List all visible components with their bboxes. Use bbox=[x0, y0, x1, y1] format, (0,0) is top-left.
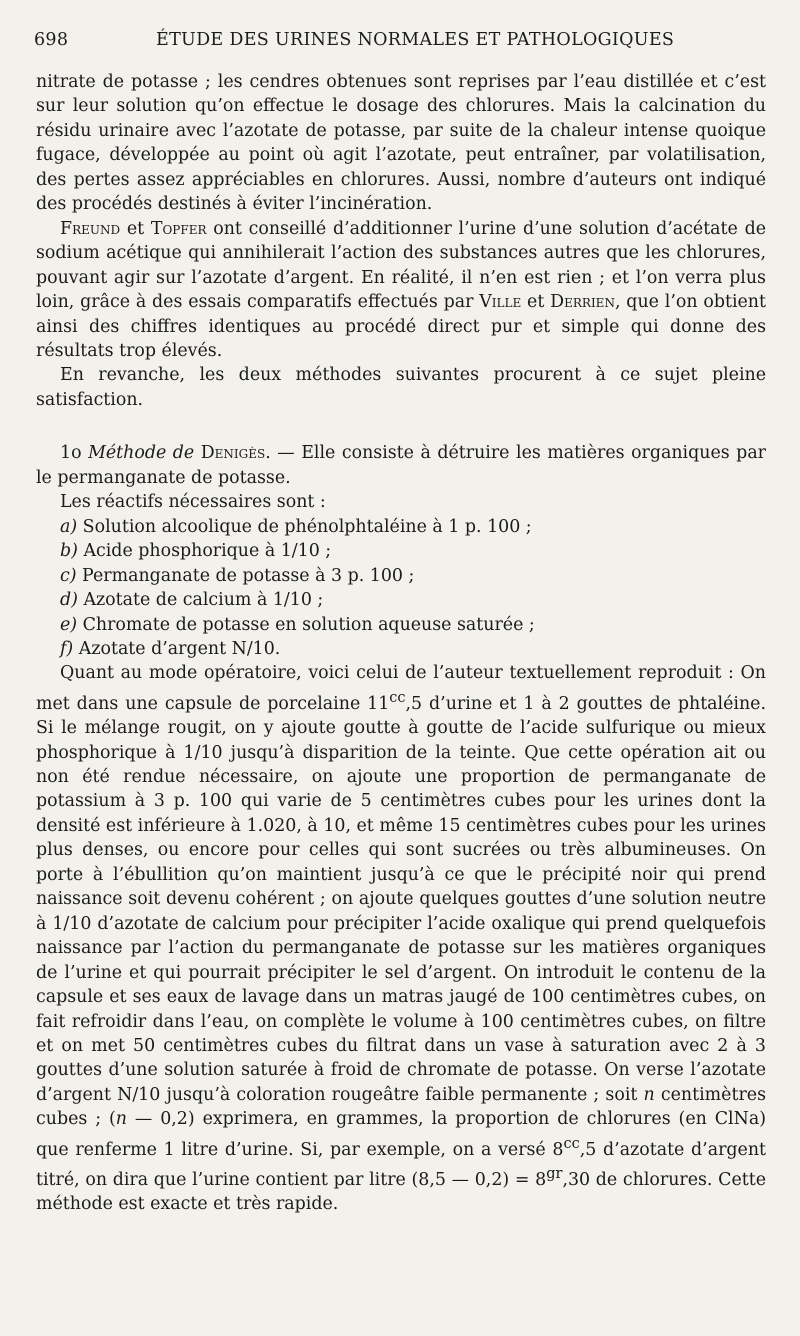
spacer bbox=[36, 412, 766, 441]
paragraph-freund-topfer bbox=[36, 217, 766, 364]
list-text: Permanganate de potasse à 3 p. 100 ; bbox=[76, 565, 415, 586]
author-name: Freund bbox=[60, 218, 121, 239]
unit-superscript: gr bbox=[546, 1166, 563, 1183]
list-item bbox=[60, 613, 766, 637]
method-label: Méthode de bbox=[88, 443, 201, 464]
page-body bbox=[36, 70, 766, 1217]
list-text: Acide phosphorique à 1/10 ; bbox=[77, 541, 332, 562]
list-letter: f) bbox=[60, 638, 74, 659]
text-fragment: — 0,2) exprimera, en grammes, la proportion de chlorures (en ClNa) que renferme 1 litre d’urine. Si, par exemple, on a versé 8 bbox=[36, 1109, 766, 1160]
author-name: Ville bbox=[479, 292, 522, 313]
list-item bbox=[60, 539, 766, 563]
list-item bbox=[60, 564, 766, 588]
section-number: 1o bbox=[60, 443, 89, 464]
text-fragment: , que l’on obtient ainsi des chiffres identiques au procédé direct pur et simple qui donne des résultats trop élevés. bbox=[36, 292, 766, 361]
list-letter: d) bbox=[60, 590, 78, 611]
variable-n: n bbox=[115, 1109, 127, 1130]
text-fragment: ,5 d’azotate d’argent titré, on dira que l’urine contient par litre (8,5 — 0,2) = 8 bbox=[36, 1139, 767, 1190]
list-item bbox=[60, 637, 766, 661]
author-name: Denigès bbox=[200, 443, 266, 464]
text-fragment: et bbox=[521, 292, 551, 313]
text-fragment: centimètres cubes ; ( bbox=[36, 1084, 766, 1130]
text-fragment: ont conseillé d’additionner l’urine d’une solution d’acétate de sodium acétique qui annihilerait l’action des substances autres que les chlorures, pouvant agir sur l’azotate d’argent. En réalité, il n’en est rien ; et l’on verra plus loin, grâce à des essais comparatifs effectués par bbox=[36, 218, 766, 313]
reagent-list bbox=[36, 515, 766, 662]
page-number: 698 bbox=[34, 30, 69, 50]
list-item bbox=[60, 515, 766, 539]
author-name: Topfer bbox=[150, 218, 207, 239]
list-text: Chromate de potasse en solution aqueuse saturée ; bbox=[77, 614, 535, 635]
list-text: Azotate d’argent N/10. bbox=[73, 638, 281, 659]
unit-superscript: cc bbox=[389, 689, 406, 706]
text-fragment: ,5 d’urine et 1 à 2 gouttes de phtaléine. Si le mélange rougit, on y ajoute goutte à goutte de l’acide sulfurique ou mieux phosphorique à 1/10 jusqu’à disparition de la teinte. Que cette opération ait ou non été rendue nécessaire, on ajoute une proportion de permanganate de potassium à 3 p. 100 qui varie de 5 centimètres cubes pour les urines dont la densité est inférieure à 1.020, à 10, et même 15 centimètres cubes pour les urines plus denses, ou encore pour celles qui sont sucrées ou très albumineuses. On porte à l’ébullition qu’on maintient jusqu’à ce que le précipité noir qui prend naissance soit devenu cohérent ; on ajoute quelques gouttes d’une solution neutre à 1/10 d’azotate de calcium pour précipiter l’acide oxalique qui prend quelquefois naissance par l’action du permanganate de potasse sur les matières organiques de l’urine et qui pourrait précipiter le sel d’argent. On introduit le contenu de la capsule et ses eaux de lavage dans un matras jaugé de 100 centimètres cubes, on fait refroidir dans l’eau, on complète le volume à 100 centimètres cubes, on filtre et on met 50 centimètres cubes du filtrat dans un vase à saturation avec 2 à 3 gouttes d’une solution saturée à froid de chromate de potasse. On verse l’azotate d’argent N/10 jusqu’à coloration rougeâtre faible permanente ; soit bbox=[36, 693, 766, 1105]
section-heading-deniges bbox=[36, 441, 766, 490]
list-text: Solution alcoolique de phénolphtaléine à 1 p. 100 ; bbox=[77, 516, 532, 537]
list-letter: a) bbox=[60, 516, 78, 537]
author-name: Derrien bbox=[550, 292, 615, 313]
unit-superscript: cc bbox=[563, 1135, 580, 1152]
paragraph-revanche: En revanche, les deux méthodes suivantes procurent à ce sujet pleine satisfaction. bbox=[36, 365, 766, 410]
list-letter: b) bbox=[60, 541, 78, 562]
list-text: Azotate de calcium à 1/10 ; bbox=[77, 590, 324, 611]
variable-n: n bbox=[643, 1084, 655, 1105]
text-fragment: et bbox=[120, 218, 151, 239]
paragraph-reagents-intro: Les réactifs nécessaires sont : bbox=[60, 492, 326, 513]
text-fragment: . — Elle consiste à détruire les matières organiques par le permanganate de potasse. bbox=[36, 443, 766, 488]
text-fragment: Quant au mode opératoire, voici celui de l’auteur textuellement reproduit : On met dans une capsule de porcelaine 11 bbox=[36, 663, 766, 714]
paragraph-incineration: nitrate de potasse ; les cendres obtenues sont reprises par l’eau distillée et c’est sur leur solution qu’on effectue le dosage des chlorures. Mais la calcination du résidu urinaire avec l’azotate de potasse, par suite de la chaleur intense quoique fugace, développée au point où agit l’azotate, peut entraîner, par volatilisation, des pertes assez appréciables en chlorures. Aussi, nombre d’auteurs ont indiqué des procédés destinés à éviter l’incinération. bbox=[36, 72, 766, 215]
page-header bbox=[34, 30, 766, 54]
paragraph-procedure bbox=[36, 661, 766, 1216]
text-fragment: ,30 de chlorures. Cette méthode est exacte et très rapide. bbox=[36, 1169, 767, 1215]
list-letter: e) bbox=[60, 614, 78, 635]
running-title: ÉTUDE DES URINES NORMALES ET PATHOLOGIQUES bbox=[156, 30, 675, 50]
list-item bbox=[60, 588, 766, 612]
list-letter: c) bbox=[60, 565, 77, 586]
